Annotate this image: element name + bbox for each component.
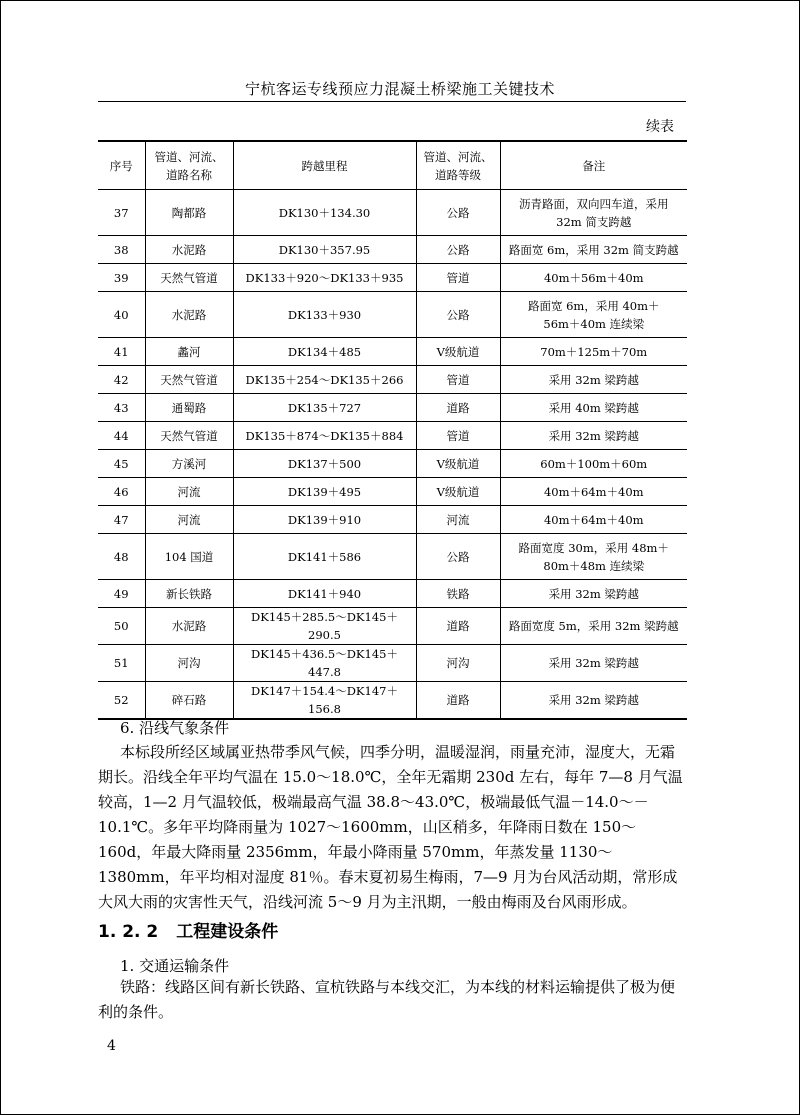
cell-mileage: DK141＋586	[233, 534, 416, 580]
table-header-row	[98, 141, 687, 190]
cell-name: 天然气管道	[145, 366, 233, 394]
table-row	[98, 506, 687, 534]
cell-grade: 管道	[416, 422, 500, 450]
cell-note: 40m＋64m＋40m	[500, 506, 687, 534]
cell-note: 路面宽 6m，采用 32m 简支跨越	[500, 236, 687, 264]
cell-grade: 河流	[416, 506, 500, 534]
cell-note: 采用 40m 梁跨越	[500, 394, 687, 422]
table-row	[98, 422, 687, 450]
cell-note: 40m＋64m＋40m	[500, 478, 687, 506]
cell-grade: Ⅴ级航道	[416, 338, 500, 366]
cell-note: 60m＋100m＋60m	[500, 450, 687, 478]
cell-no: 41	[98, 338, 145, 366]
cell-note: 40m＋56m＋40m	[500, 264, 687, 292]
table-row	[98, 478, 687, 506]
table-row	[98, 190, 687, 236]
col-header-name: 管道、河流、道路名称	[145, 141, 233, 190]
cell-grade: 公路	[416, 292, 500, 338]
table-row	[98, 534, 687, 580]
cell-mileage: DK139＋495	[233, 478, 416, 506]
cell-name: 水泥路	[145, 608, 233, 645]
cell-grade: 公路	[416, 190, 500, 236]
page-number: 4	[107, 1038, 116, 1054]
cell-name: 方溪河	[145, 450, 233, 478]
cell-no: 42	[98, 366, 145, 394]
cell-no: 44	[98, 422, 145, 450]
weather-heading: 6. 沿线气象条件	[120, 719, 230, 737]
cell-mileage: DK145＋285.5～DK145＋290.5	[233, 608, 416, 645]
col-header-mileage: 跨越里程	[233, 141, 416, 190]
cell-mileage: DK134＋485	[233, 338, 416, 366]
cell-name: 河流	[145, 478, 233, 506]
cell-mileage: DK147＋154.4～DK147＋156.8	[233, 682, 416, 720]
cell-name: 水泥路	[145, 292, 233, 338]
cell-mileage: DK130＋134.30	[233, 190, 416, 236]
section-title: 工程建设条件	[176, 922, 279, 942]
cell-note: 采用 32m 梁跨越	[500, 422, 687, 450]
table-row	[98, 645, 687, 682]
cell-grade: 河沟	[416, 645, 500, 682]
cell-grade: 管道	[416, 366, 500, 394]
transport-paragraph: 铁路：线路区间有新长铁路、宣杭铁路与本线交汇，为本线的材料运输提供了极为便利的条件。	[98, 978, 676, 1021]
cell-note: 沥青路面，双向四车道，采用 32m 简支跨越	[500, 190, 687, 236]
cell-mileage: DK137＋500	[233, 450, 416, 478]
weather-paragraph: 本标段所经区域属亚热带季风气候，四季分明，温暖湿润，雨量充沛，湿度大，无霜期长。沿线全年平均气温在 15.0～18.0℃，全年无霜期 230d 左右，每年 7—8 月气温较高，1—2 月气温较低，极端最高气温 38.8～43.0℃，极端最低气温－14.0～－10.1℃。多年平均降雨量为 1027～1600mm，山区稍多，年降雨日数在 150～160d，年最大降雨量 2356mm，年最小降雨量 570mm，年蒸发量 1130～1380mm，年平均相对湿度 81％。春末夏初易生梅雨，7—9 月为台风活动期，常形成大风大雨的灾害性天气，沿线河流 5～9 月为主汛期，一般由梅雨及台风雨形成。	[98, 743, 683, 911]
cell-mileage: DK135＋727	[233, 394, 416, 422]
table-row	[98, 608, 687, 645]
table-row	[98, 236, 687, 264]
cell-no: 46	[98, 478, 145, 506]
cell-name: 蠡河	[145, 338, 233, 366]
col-header-note: 备注	[500, 141, 687, 190]
cell-no: 38	[98, 236, 145, 264]
table-row	[98, 580, 687, 608]
cell-name: 天然气管道	[145, 422, 233, 450]
table-row	[98, 292, 687, 338]
table-row	[98, 682, 687, 720]
cell-note: 采用 32m 梁跨越	[500, 366, 687, 394]
cell-note: 采用 32m 梁跨越	[500, 580, 687, 608]
cell-mileage: DK133＋920～DK133＋935	[233, 264, 416, 292]
cell-name: 碎石路	[145, 682, 233, 720]
cell-no: 51	[98, 645, 145, 682]
cell-grade: 管道	[416, 264, 500, 292]
cell-no: 37	[98, 190, 145, 236]
cell-no: 43	[98, 394, 145, 422]
cell-grade: 公路	[416, 236, 500, 264]
table-row	[98, 338, 687, 366]
cell-name: 河流	[145, 506, 233, 534]
cell-note: 路面宽度 5m，采用 32m 梁跨越	[500, 608, 687, 645]
section-number: 1. 2. 2	[98, 922, 159, 942]
section-heading	[98, 917, 278, 942]
cell-no: 48	[98, 534, 145, 580]
crossing-table	[98, 140, 687, 720]
cell-mileage: DK130＋357.95	[233, 236, 416, 264]
cell-note: 采用 32m 梁跨越	[500, 645, 687, 682]
cell-mileage: DK141＋940	[233, 580, 416, 608]
cell-mileage: DK145＋436.5～DK145＋447.8	[233, 645, 416, 682]
cell-no: 39	[98, 264, 145, 292]
cell-grade: 道路	[416, 608, 500, 645]
cell-grade: Ⅴ级航道	[416, 450, 500, 478]
cell-mileage: DK135＋874～DK135＋884	[233, 422, 416, 450]
cell-name: 新长铁路	[145, 580, 233, 608]
cell-no: 47	[98, 506, 145, 534]
cell-no: 45	[98, 450, 145, 478]
cell-note: 采用 32m 梁跨越	[500, 682, 687, 720]
table-row	[98, 450, 687, 478]
cell-name: 水泥路	[145, 236, 233, 264]
header-rule	[98, 101, 686, 102]
running-header: 宁杭客运专线预应力混凝土桥梁施工关键技术	[244, 80, 555, 98]
cell-note: 70m＋125m＋70m	[500, 338, 687, 366]
cell-name: 河沟	[145, 645, 233, 682]
cell-mileage: DK133＋930	[233, 292, 416, 338]
cell-no: 49	[98, 580, 145, 608]
cell-grade: 铁路	[416, 580, 500, 608]
cell-grade: 道路	[416, 394, 500, 422]
col-header-no: 序号	[98, 141, 145, 190]
cell-grade: Ⅴ级航道	[416, 478, 500, 506]
table-row	[98, 394, 687, 422]
cell-grade: 道路	[416, 682, 500, 720]
cell-grade: 公路	[416, 534, 500, 580]
cell-name: 陶都路	[145, 190, 233, 236]
table-continued-label: 续表	[646, 119, 674, 135]
col-header-grade: 管道、河流、道路等级	[416, 141, 500, 190]
cell-mileage: DK139＋910	[233, 506, 416, 534]
cell-note: 路面宽度 30m，采用 48m＋80m＋48m 连续梁	[500, 534, 687, 580]
table-row	[98, 366, 687, 394]
cell-no: 50	[98, 608, 145, 645]
table-row	[98, 264, 687, 292]
cell-no: 52	[98, 682, 145, 720]
cell-name: 104 国道	[145, 534, 233, 580]
transport-subheading: 1. 交通运输条件	[120, 957, 230, 975]
cell-no: 40	[98, 292, 145, 338]
cell-name: 天然气管道	[145, 264, 233, 292]
cell-name: 通蜀路	[145, 394, 233, 422]
cell-note: 路面宽 6m，采用 40m＋56m＋40m 连续梁	[500, 292, 687, 338]
cell-mileage: DK135＋254～DK135＋266	[233, 366, 416, 394]
